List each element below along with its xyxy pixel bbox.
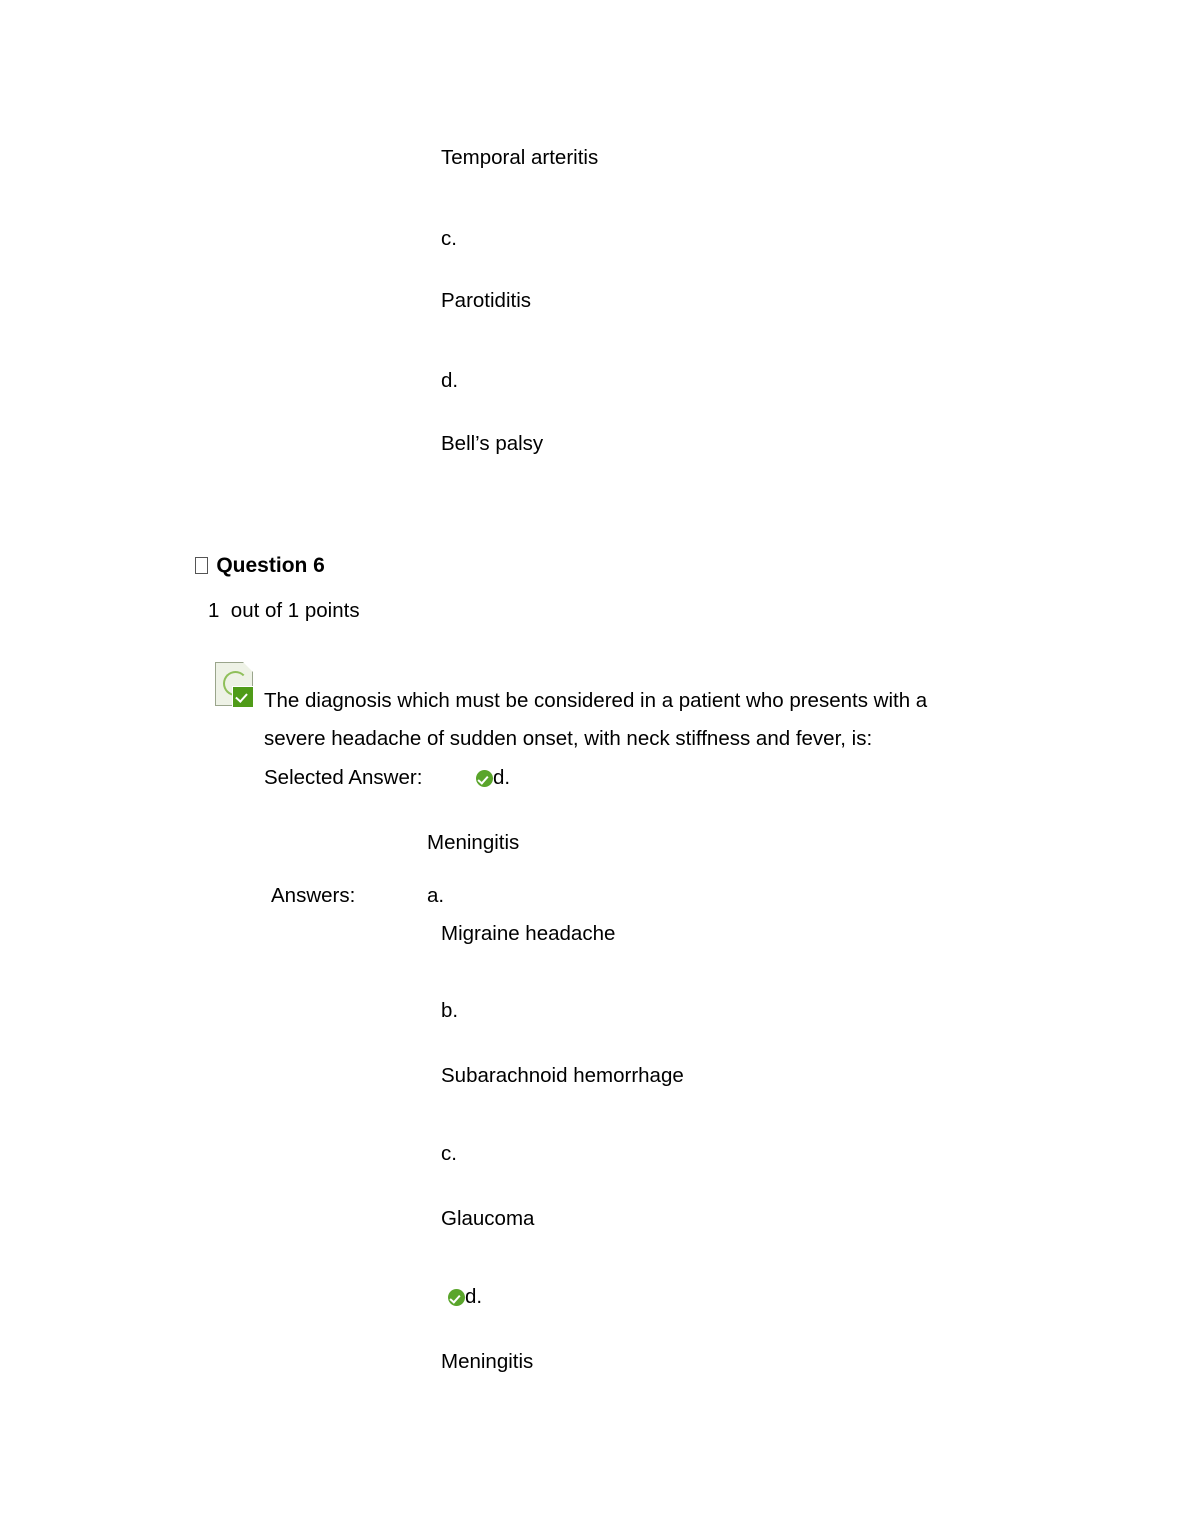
answer-option-letter-a: a. [427,884,445,907]
question-stem-line-2: severe headache of sudden onset, with neck stiffness and fever, is: [264,727,873,750]
answer-option-letter-d [448,1283,482,1311]
answer-option-text: Temporal arteritis [441,146,599,169]
selected-answer-letter: d. [493,766,511,789]
selected-answer-label: Selected Answer: [264,766,423,789]
answer-option-letter-c: c. [441,1142,457,1165]
answer-option-text-a: Migraine headache [441,922,616,945]
question-heading-label: Question 6 [216,554,325,577]
green-check-circle-icon [448,1289,465,1306]
question-points: 1 out of 1 points [208,599,360,622]
answer-option-letter-d-label: d. [465,1285,483,1308]
answer-option-letter: d. [441,369,459,392]
answer-option-text-d: Meningitis [441,1350,534,1373]
question-stem-line-1: The diagnosis which must be considered in a patient who presents with a [264,689,928,712]
answer-option-text-c: Glaucoma [441,1207,535,1230]
box-glyph-icon [195,557,208,574]
answer-option-letter: c. [441,227,457,250]
question-heading [172,530,325,602]
answer-option-letter-b: b. [441,999,459,1022]
selected-answer-text: Meningitis [427,831,520,854]
green-check-circle-icon [476,770,493,787]
selected-answer-marker [476,764,510,792]
graded-document-check-icon [215,662,260,710]
answers-label: Answers: [271,884,356,907]
answer-option-text-b: Subarachnoid hemorrhage [441,1064,684,1087]
answer-option-text: Parotiditis [441,289,532,312]
answer-option-text: Bell’s palsy [441,432,544,455]
